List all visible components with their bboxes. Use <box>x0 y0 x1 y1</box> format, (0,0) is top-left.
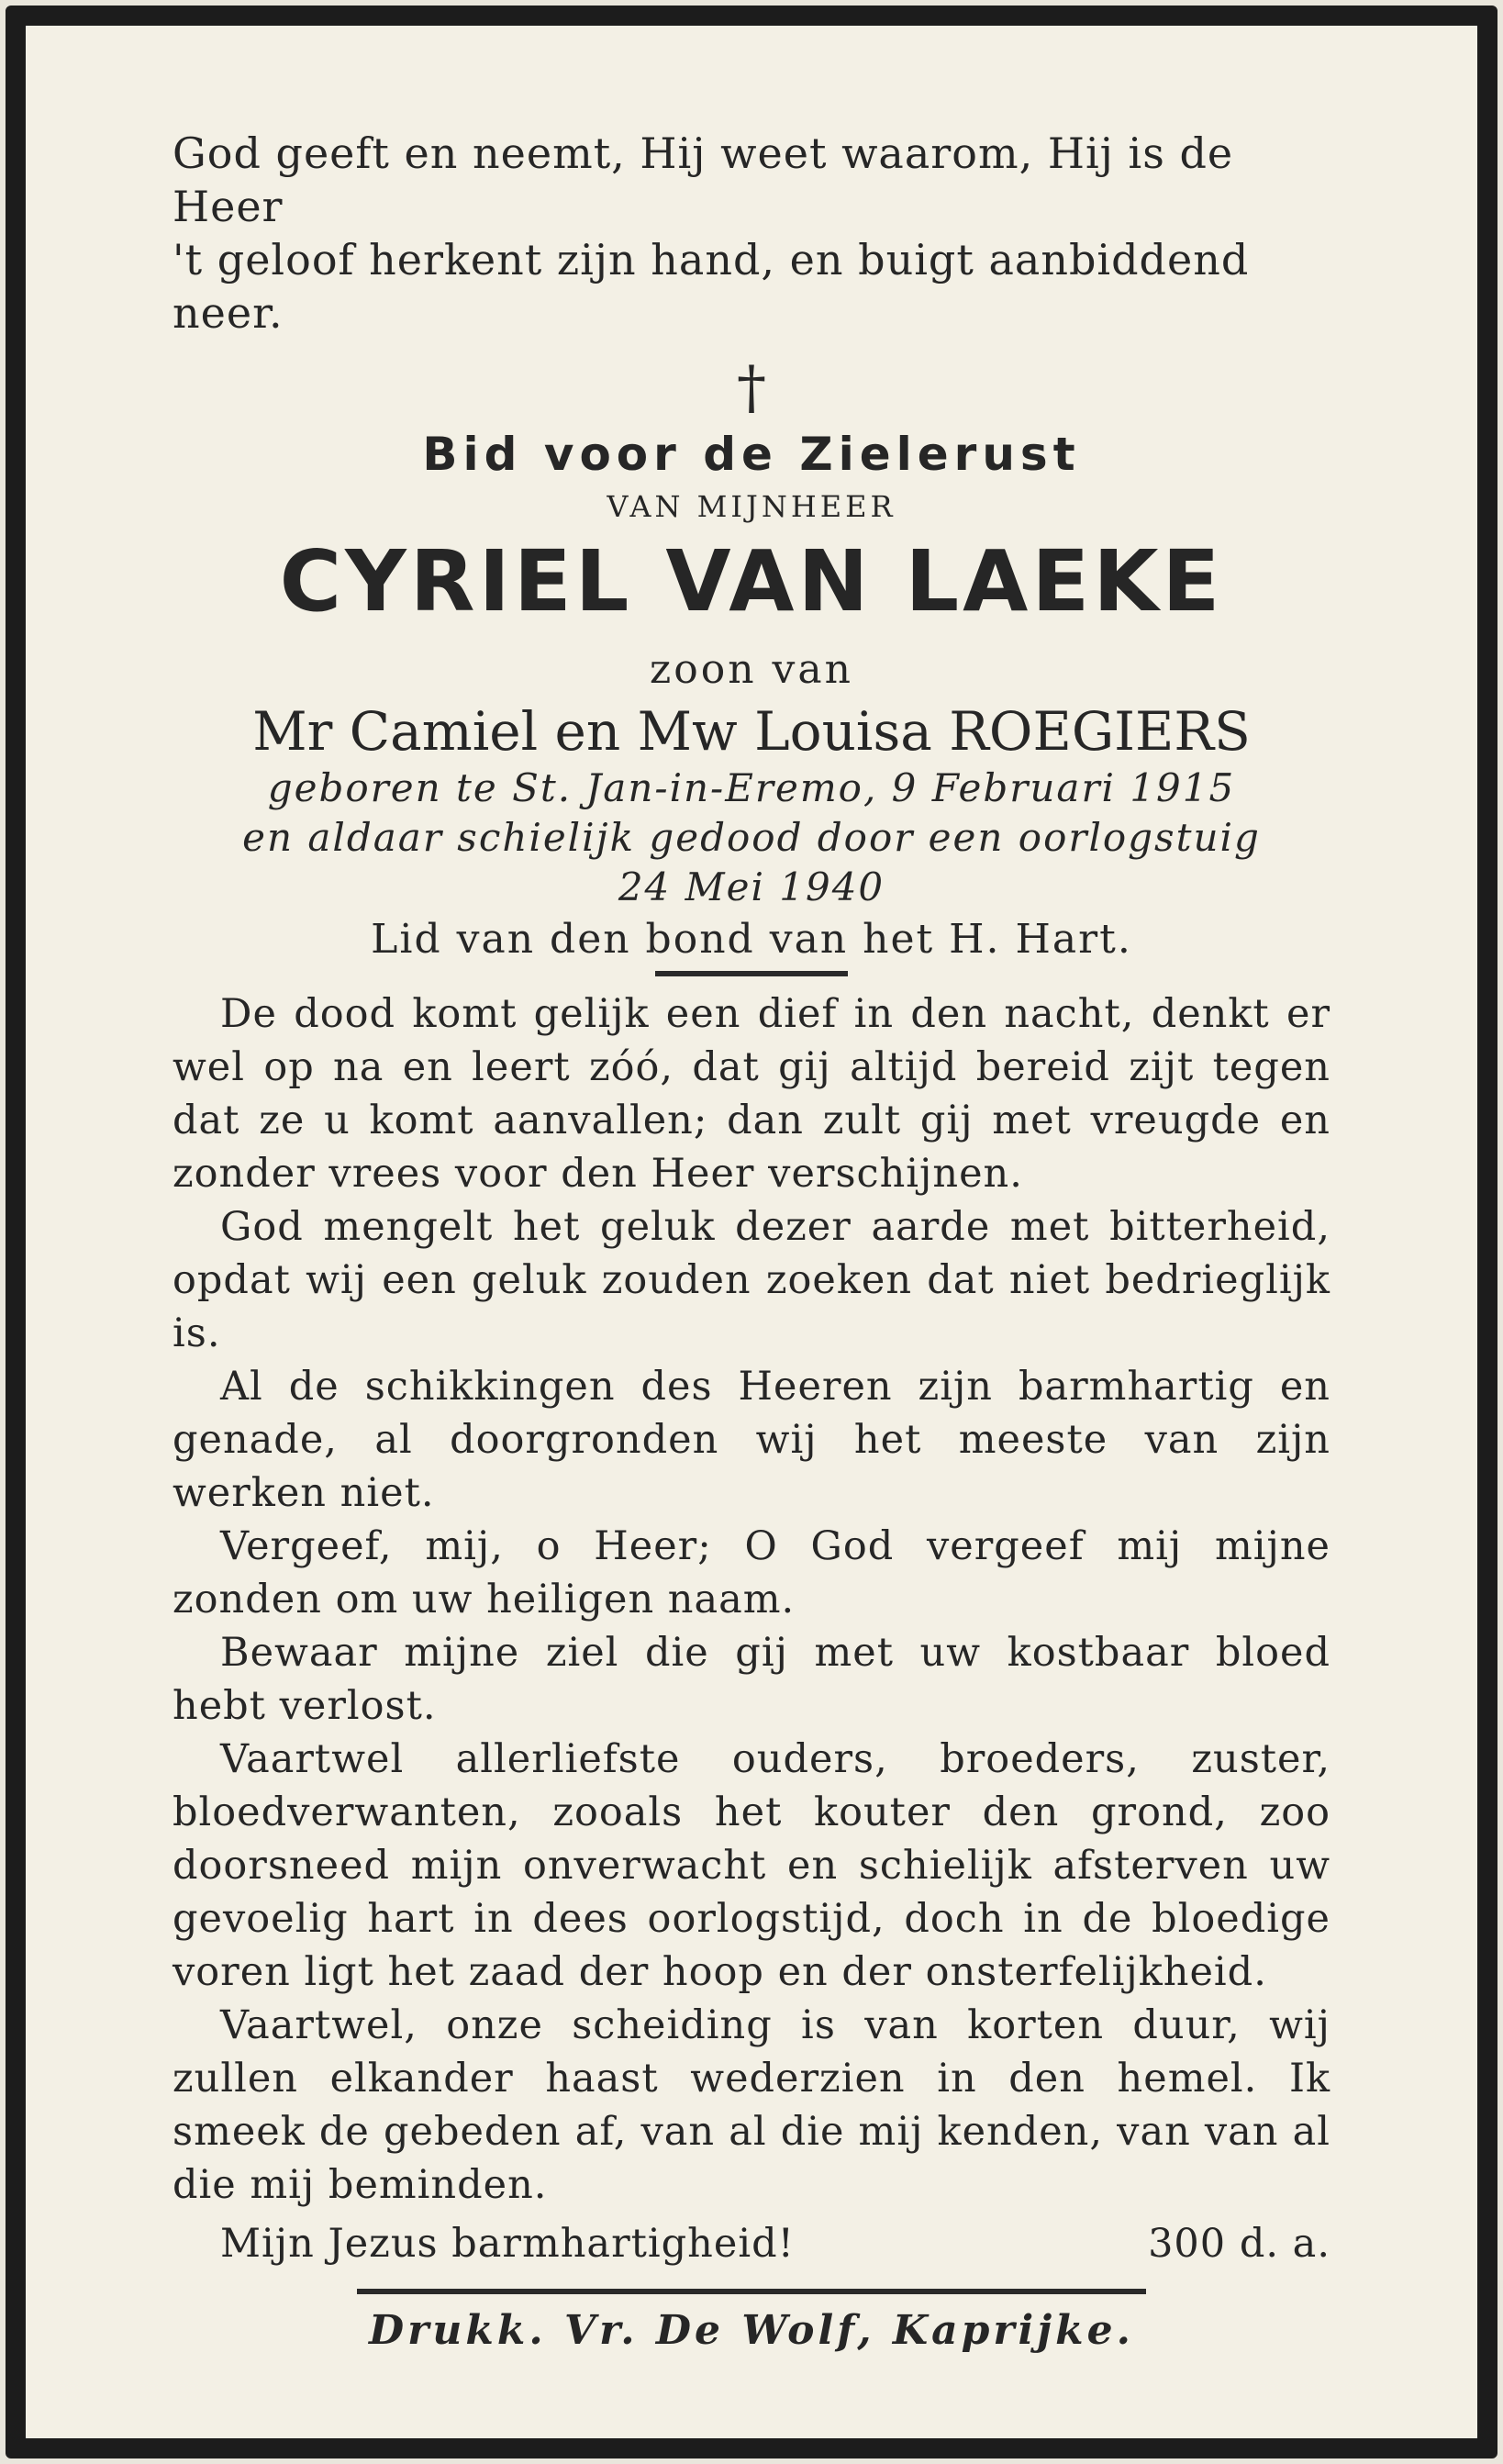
birth-line: geboren te St. Jan-in-Eremo, 9 Februari 1915 <box>267 765 1236 810</box>
divider-long <box>357 2289 1146 2294</box>
death-line: en aldaar schielijk gedood door een oorlogstuig <box>242 815 1261 860</box>
divider-short <box>655 971 848 976</box>
indulgence-note: 300 d. a. <box>1148 2221 1330 2267</box>
closing-line <box>173 2217 1330 2270</box>
paragraph: God mengelt het geluk dezer aarde met bitterheid, opdat wij een geluk zouden zoeken dat niet bedrieglijk is. <box>173 1204 1330 1356</box>
card-content <box>173 127 1330 2402</box>
prayer-text <box>173 987 1330 2212</box>
zoon-van: zoon van <box>650 646 853 693</box>
printer-credit: Drukk. Vr. De Wolf, Kaprijke. <box>369 2307 1134 2354</box>
death-date: 24 Mei 1940 <box>618 864 885 909</box>
paragraph: De dood komt gelijk een dief in den nacht, denkt er wel op na en leert zóó, dat gij altijd bereid zijt tegen dat ze u komt aanvallen; dan zult gij met vreugde en zonder vrees voor den Heer verschijnen. <box>173 991 1330 1197</box>
prayer-heading: Bid voor de Zielerust <box>422 428 1081 481</box>
paragraph: Al de schikkingen des Heeren zijn barmhartig en genade, al doorgronden wij het meeste van zijn werken niet. <box>173 1364 1330 1516</box>
closing-prayer: Mijn Jezus barmhartigheid! <box>220 2221 795 2267</box>
cross-icon: † <box>737 354 766 422</box>
paragraph: Vaartwel, onze scheiding is van korten duur, wij zullen elkander haast wederzien in den hemel. Ik smeek de gebeden af, van al die mij kenden, van van al die mij beminden. <box>173 2002 1330 2208</box>
membership-line: Lid van den bond van het H. Hart. <box>371 916 1132 963</box>
paragraph: Vergeef, mij, o Heer; O God vergeef mij mijne zonden om uw heiligen naam. <box>173 1523 1330 1622</box>
opening-verse <box>173 127 1330 340</box>
parents-names: Mr Camiel en Mw Louisa ROEGIERS <box>252 700 1251 763</box>
birth-death-info <box>173 764 1330 912</box>
memorial-card <box>6 6 1497 2458</box>
verse-line-1: God geeft en neemt, Hij weet waarom, Hij is de Heer <box>173 128 1234 231</box>
verse-line-2: 't geloof herkent zijn hand, en buigt aanbiddend neer. <box>173 235 1250 338</box>
deceased-name: CYRIEL VAN LAEKE <box>279 532 1224 630</box>
paragraph: Bewaar mijne ziel die gij met uw kostbaar bloed hebt verlost. <box>173 1630 1330 1729</box>
title-van-mijnheer: VAN MIJNHEER <box>607 489 896 524</box>
paragraph: Vaartwel allerliefste ouders, broeders, zuster, bloedverwanten, zooals het kouter den grond, zoo doorsneed mijn onverwacht en schielijk afsterven uw gevoelig hart in dees oorlogstijd, doch in de bloedige voren ligt het zaad der hoop en der onsterfelijkheid. <box>173 1736 1330 1995</box>
